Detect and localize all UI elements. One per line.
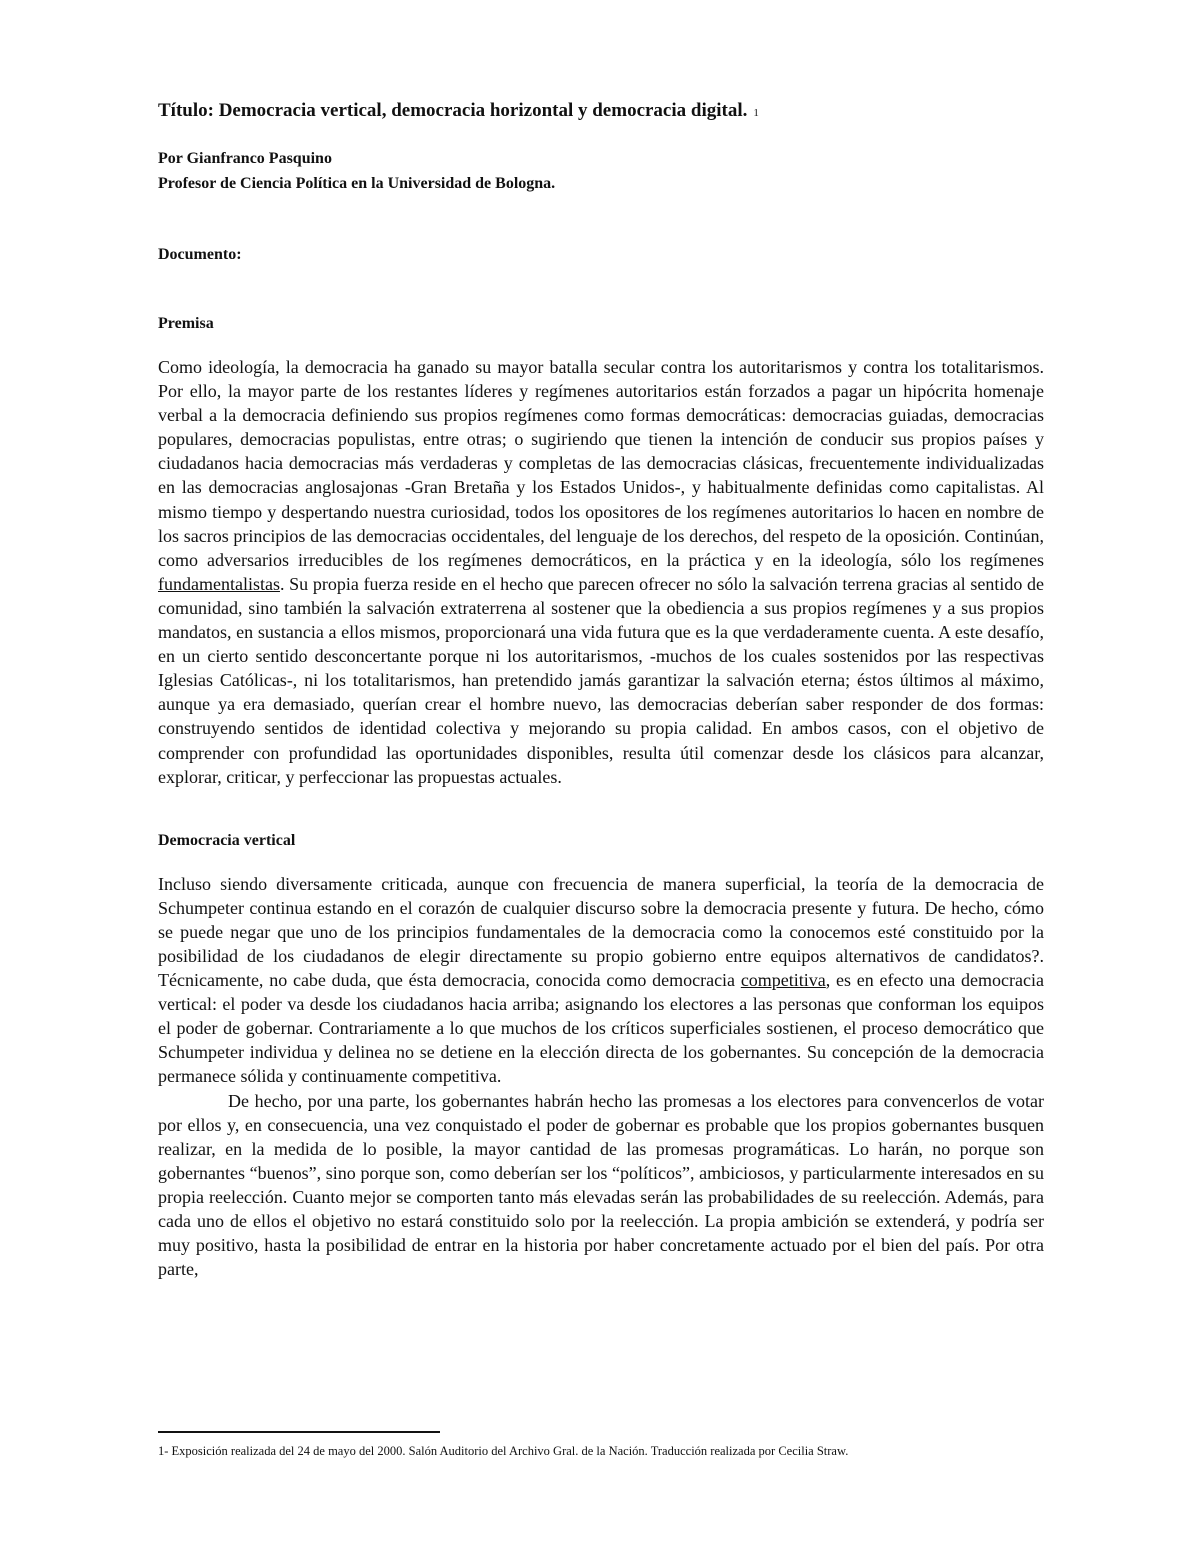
vertical-text-part1: Incluso siendo diversamente criticada, aunque con frecuencia de manera superficial, la teoría de la democracia de Schumpeter continua estando en el corazón de cualquier discurso sobre la democracia presente y futura. De hecho, cómo se puede negar que uno de los principios fundamentales de la democracia como la conocemos esté constituido por la posibilidad de los ciudadanos de elegir directamente su propio gobierno entre equipos alternativos de candidatos?. Técnicamente, no cabe duda, que ésta democracia, conocida como democracia (158, 873, 1044, 991)
vertical-paragraph-1 (158, 872, 1044, 1089)
affiliation-line: Profesor de Ciencia Política en la Universidad de Bologna. (158, 175, 556, 192)
title-text: Título: Democracia vertical, democracia horizontal y democracia digital. (158, 100, 748, 121)
underlined-term-fundamentalistas: fundamentalistas (158, 573, 280, 594)
footnote-reference[interactable]: 1 (753, 107, 759, 119)
vertical-paragraph-2: De hecho, por una parte, los gobernantes habrán hecho las promesas a los electores para convencerlos de votar por ellos y, en consecuencia, una vez conquistado el poder de gobernar es probable que los propios gobernantes busquen realizar, en la medida de lo posible, la mayor cantidad de las promesas programáticas. Lo harán, no porque son gobernantes “buenos”, sino porque son, como deberían ser los “políticos”, ambiciosos, y particularmente interesados en su propia reelección. Cuanto mejor se comporten tanto más elevadas serán las probabilidades de su reelección. Además, para cada uno de ellos el objetivo no estará constituido solo por la reelección. La propia ambición se extenderá, y podría ser muy positivo, hasta la posibilidad de entrar en la historia por haber concretamente actuado por el bien del país. Por otra parte, (158, 1090, 1044, 1280)
section-heading-democracia-vertical: Democracia vertical (158, 831, 296, 849)
footnote: 1- Exposición realizada del 24 de mayo del 2000. Salón Auditorio del Archivo Gral. de la Nación. Traducción realizada por Cecilia Straw. (158, 1444, 849, 1458)
premisa-paragraph (158, 355, 1044, 789)
document-title (158, 98, 1044, 126)
document-label: Documento: (158, 246, 242, 263)
vertical-text-part2: , es en efecto una democracia vertical: el poder va desde los ciudadanos hacia arriba; asignando los electores a las personas que conforman los equipos el poder de gobernar. Contrariamente a lo que muchos de los críticos superficiales sostienen, el proceso democrático que Schumpeter individua y delinea no se detiene en la elección directa de los gobernantes. Su concepción de la democracia permanece sólida y continuamente competitiva. (158, 970, 1044, 1087)
author-block (158, 146, 1044, 196)
document-page (158, 98, 1044, 1281)
premisa-text-part1: Como ideología, la democracia ha ganado su mayor batalla secular contra los autoritarismos y contra los totalitarismos. Por ello, la mayor parte de los restantes líderes y regímenes autoritarios están forzados a pagar un hipócrita homenaje verbal a la democracia definiendo sus propios regímenes como formas democráticas: democracias guiadas, democracias populares, democracias populistas, entre otras; o sugiriendo que tienen la intención de conducir sus propios países y ciudadanos hacia democracias más verdaderas y completas de las democracias clásicas, frecuentemente individualizadas en las democracias anglosajonas -Gran Bretaña y los Estados Unidos-, y habitualmente definidas como capitalistas. Al mismo tiempo y despertando nuestra curiosidad, todos los opositores de los regímenes autoritarios lo hacen en nombre de los sacros principios de las democracias occidentales, del lenguaje de los derechos, del respeto de la oposición. Continúan, como adversarios irreducibles de los regímenes democráticos, en la práctica y en la ideología, sólo los regímenes (158, 357, 1044, 570)
footnote-separator (158, 1431, 440, 1433)
section-heading-premisa: Premisa (158, 315, 214, 332)
premisa-text-part2: . Su propia fuerza reside en el hecho que parecen ofrecer no sólo la salvación terrena gracias al sentido de comunidad, sino también la salvación extraterrena al sostener que la obediencia a sus propios regímenes y a sus propios mandatos, en sustancia a ellos mismos, proporcionará una vida futura que es la que verdaderamente cuenta. A este desafío, en un cierto sentido desconcertante porque ni los autoritarismos, -muchos de los cuales sostenidos por las respectivas Iglesias Católicas-, ni los totalitarismos, han pretendido jamás garantizar la salvación eterna; éstos últimos al máximo, aunque ya era demasiado, querían crear el hombre nuevo, las democracias deberían saber responder de dos formas: construyendo sentidos de identidad colectiva y mejorando su propia calidad. En ambos casos, con el objetivo de comprender con profundidad las oportunidades disponibles, resulta útil comenzar desde los clásicos para alcanzar, explorar, criticar, y perfeccionar las propuestas actuales. (158, 573, 1044, 787)
author-line: Por Gianfranco Pasquino (158, 150, 332, 167)
underlined-term-competitiva: competitiva (740, 970, 826, 991)
